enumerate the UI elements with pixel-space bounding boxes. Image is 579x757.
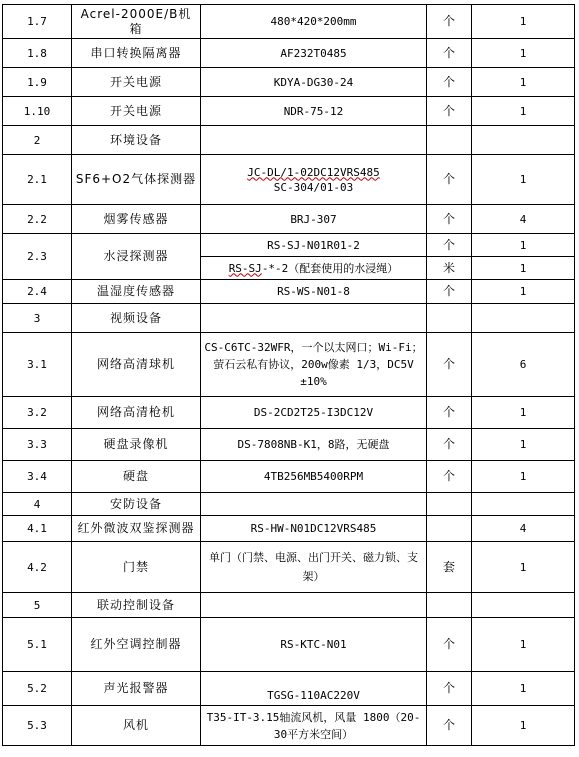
item-unit: 个 — [427, 68, 472, 97]
item-spec: 4TB256MB5400RPM — [201, 461, 427, 493]
item-name: 红外微波双鉴探测器 — [72, 516, 201, 542]
empty-cell — [427, 593, 472, 618]
section-row — [3, 593, 575, 618]
section-name: 安防设备 — [72, 493, 201, 516]
table-row — [3, 429, 575, 461]
empty-cell — [427, 493, 472, 516]
item-name: 开关电源 — [72, 68, 201, 97]
item-qty: 4 — [472, 516, 575, 542]
item-spec: AF232T0485 — [201, 39, 427, 68]
item-spec: 480*420*200mm — [201, 5, 427, 39]
item-qty: 4 — [472, 205, 575, 234]
item-spec: NDR-75-12 — [201, 97, 427, 126]
table-row — [3, 39, 575, 68]
item-spec-line-2: SC-304/01-03 — [273, 180, 354, 194]
item-qty: 1 — [472, 5, 575, 39]
item-name: 声光报警器 — [72, 672, 201, 706]
item-spec-sub — [201, 257, 427, 280]
table-row — [3, 516, 575, 542]
item-qty: 1 — [472, 397, 575, 429]
table-row — [3, 672, 575, 706]
item-number: 1.9 — [3, 68, 72, 97]
section-number: 4 — [3, 493, 72, 516]
item-qty: 1 — [472, 429, 575, 461]
table-row — [3, 234, 575, 257]
item-qty: 1 — [472, 706, 575, 746]
section-row — [3, 304, 575, 333]
item-number: 5.1 — [3, 618, 72, 672]
item-name: 网络高清球机 — [72, 333, 201, 397]
item-spec: DS-2CD2T25-I3DC12V — [201, 397, 427, 429]
item-spec: TGSG-110AC220V — [201, 672, 427, 706]
item-spec: DS-7808NB-K1，8路，无硬盘 — [201, 429, 427, 461]
section-number: 5 — [3, 593, 72, 618]
table-row — [3, 68, 575, 97]
table-row — [3, 205, 575, 234]
item-spec-sub-rest: -*-2（配套使用的水浸绳） — [261, 261, 399, 275]
item-number: 2.1 — [3, 155, 72, 205]
item-spec — [201, 155, 427, 205]
empty-cell — [427, 126, 472, 155]
empty-cell — [201, 304, 427, 333]
item-qty: 1 — [472, 542, 575, 593]
item-qty: 1 — [472, 155, 575, 205]
item-qty-sub: 1 — [472, 257, 575, 280]
table-row — [3, 97, 575, 126]
item-unit: 个 — [427, 234, 472, 257]
item-name: 硬盘 — [72, 461, 201, 493]
empty-cell — [201, 126, 427, 155]
table-row — [3, 618, 575, 672]
item-unit: 个 — [427, 429, 472, 461]
item-unit: 个 — [427, 205, 472, 234]
item-spec: RS-WS-N01-8 — [201, 280, 427, 304]
item-number: 5.2 — [3, 672, 72, 706]
table-row — [3, 706, 575, 746]
item-unit: 个 — [427, 397, 472, 429]
item-qty: 1 — [472, 280, 575, 304]
item-unit: 个 — [427, 333, 472, 397]
item-name: 温湿度传感器 — [72, 280, 201, 304]
section-number: 3 — [3, 304, 72, 333]
item-number: 2.3 — [3, 234, 72, 280]
item-name: 水浸探测器 — [72, 234, 201, 280]
item-unit: 套 — [427, 542, 472, 593]
table-row — [3, 542, 575, 593]
item-name: Acrel-2000E/B机箱 — [72, 5, 201, 39]
item-name: 风机 — [72, 706, 201, 746]
item-spec: CS-C6TC-32WFR，一个以太网口；Wi-Fi；萤石云私有协议，200w像素 1/3，DC5V ±10% — [201, 333, 427, 397]
item-name: 串口转换隔离器 — [72, 39, 201, 68]
item-unit: 个 — [427, 672, 472, 706]
item-name: 网络高清枪机 — [72, 397, 201, 429]
item-qty: 1 — [472, 672, 575, 706]
table-row — [3, 155, 575, 205]
item-spec: RS-SJ-N01R01-2 — [201, 234, 427, 257]
item-number: 5.3 — [3, 706, 72, 746]
item-spec: RS-HW-N01DC12VRS485 — [201, 516, 427, 542]
item-qty: 1 — [472, 68, 575, 97]
item-qty: 6 — [472, 333, 575, 397]
item-qty: 1 — [472, 97, 575, 126]
item-spec-sub-prefix: RS-SJ — [228, 261, 262, 275]
item-number: 3.2 — [3, 397, 72, 429]
item-number: 3.1 — [3, 333, 72, 397]
empty-cell — [472, 593, 575, 618]
section-row — [3, 126, 575, 155]
item-name: 烟雾传感器 — [72, 205, 201, 234]
table-row — [3, 5, 575, 39]
item-number: 1.7 — [3, 5, 72, 39]
item-unit: 个 — [427, 155, 472, 205]
item-unit — [427, 516, 472, 542]
item-number: 2.2 — [3, 205, 72, 234]
item-qty: 1 — [472, 234, 575, 257]
item-number: 1.10 — [3, 97, 72, 126]
item-number: 2.4 — [3, 280, 72, 304]
item-number: 4.1 — [3, 516, 72, 542]
item-name: 开关电源 — [72, 97, 201, 126]
item-unit: 个 — [427, 5, 472, 39]
item-number: 3.3 — [3, 429, 72, 461]
empty-cell — [201, 493, 427, 516]
item-spec: 单门（门禁、电源、出门开关、磁力锁、支架） — [201, 542, 427, 593]
item-unit: 个 — [427, 706, 472, 746]
item-name: 硬盘录像机 — [72, 429, 201, 461]
equipment-table — [2, 4, 575, 746]
item-number: 1.8 — [3, 39, 72, 68]
section-row — [3, 493, 575, 516]
section-name: 视频设备 — [72, 304, 201, 333]
empty-cell — [427, 304, 472, 333]
item-unit: 个 — [427, 39, 472, 68]
item-spec: KDYA-DG30-24 — [201, 68, 427, 97]
item-spec: T35-IT-3.15轴流风机，风量 1800（20-30平方米空间） — [201, 706, 427, 746]
empty-cell — [472, 126, 575, 155]
table-row — [3, 280, 575, 304]
item-unit: 个 — [427, 280, 472, 304]
item-spec-line-1: JC-DL/1-02DC12VRS485 — [247, 165, 380, 179]
empty-cell — [472, 304, 575, 333]
item-unit: 个 — [427, 618, 472, 672]
item-unit: 个 — [427, 461, 472, 493]
item-spec: BRJ-307 — [201, 205, 427, 234]
table-row — [3, 461, 575, 493]
empty-cell — [201, 593, 427, 618]
table-row — [3, 397, 575, 429]
item-spec-line — [204, 165, 423, 180]
section-number: 2 — [3, 126, 72, 155]
item-number: 4.2 — [3, 542, 72, 593]
item-unit: 个 — [427, 97, 472, 126]
item-name: 门禁 — [72, 542, 201, 593]
item-spec: RS-KTC-N01 — [201, 618, 427, 672]
item-qty: 1 — [472, 461, 575, 493]
table-row — [3, 333, 575, 397]
item-unit-sub: 米 — [427, 257, 472, 280]
item-name: SF6+O2气体探测器 — [72, 155, 201, 205]
empty-cell — [472, 493, 575, 516]
item-name: 红外空调控制器 — [72, 618, 201, 672]
section-name: 环境设备 — [72, 126, 201, 155]
item-number: 3.4 — [3, 461, 72, 493]
item-qty: 1 — [472, 618, 575, 672]
section-name: 联动控制设备 — [72, 593, 201, 618]
item-qty: 1 — [472, 39, 575, 68]
